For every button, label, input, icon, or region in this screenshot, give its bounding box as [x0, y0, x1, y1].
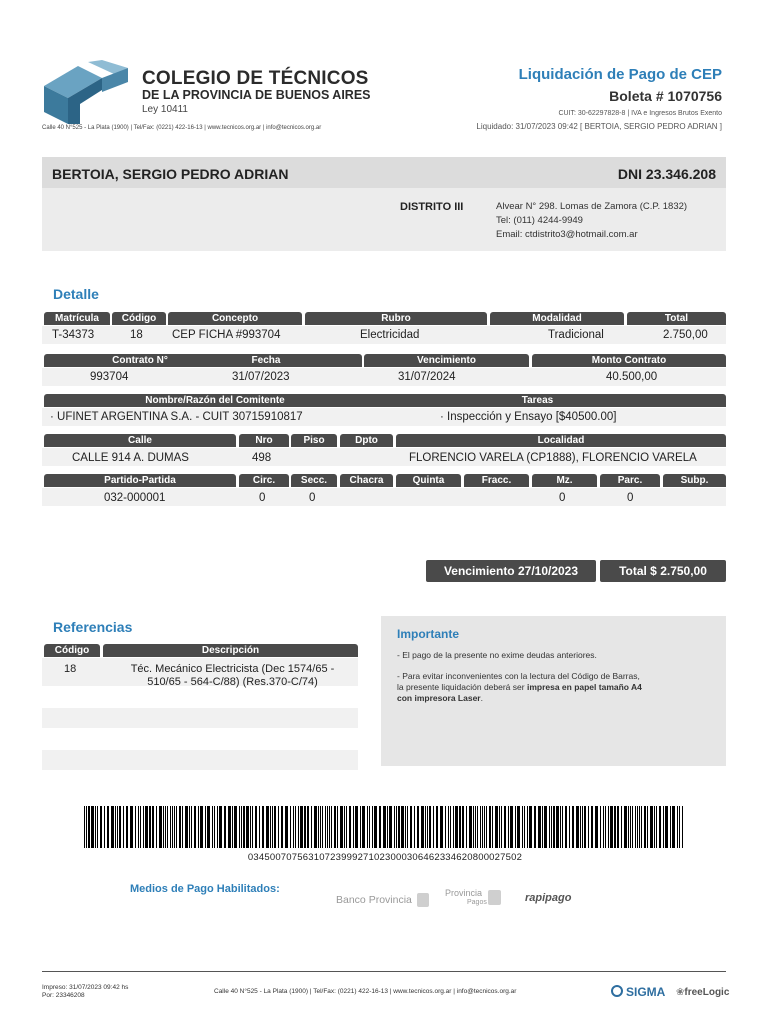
- sigma-brand: SIGMA: [626, 985, 666, 999]
- ref-row-empty: [42, 750, 358, 770]
- col-rubro: Rubro: [305, 312, 487, 325]
- cell-localidad: FLORENCIO VARELA (CP1888), FLORENCIO VARELA: [409, 452, 697, 464]
- logo-law: Ley 10411: [142, 104, 188, 115]
- col-calle: Calle: [44, 434, 236, 447]
- payment-title: Medios de Pago Habilitados:: [130, 883, 280, 895]
- ref-row-empty: [42, 708, 358, 728]
- cell-tareas: · Inspección y Ensayo [$40500.00]: [440, 411, 617, 423]
- liquidado-info: Liquidado: 31/07/2023 09:42 [ BERTOIA, SERGIO PEDRO ADRIAN ]: [476, 122, 722, 131]
- col-chacra: Chacra: [340, 474, 393, 487]
- cell-monto: 40.500,00: [606, 371, 658, 383]
- cell-modalidad: Tradicional: [548, 329, 604, 341]
- printed-date: Impreso: 31/07/2023 09:42 hs: [42, 984, 129, 991]
- col-codigo: Código: [112, 312, 166, 325]
- colegio-logo-icon: [44, 60, 128, 124]
- col-partido: Partido-Partida: [44, 474, 236, 487]
- provincia-pagos-icon: [488, 890, 501, 905]
- importante-line3: la presente liquidación deberá ser impresa en papel tamaño A4: [397, 682, 642, 692]
- cell-nro: 498: [252, 452, 272, 464]
- cell-mz: 0: [559, 492, 566, 504]
- col-piso: Piso: [291, 434, 337, 447]
- cell-codigo: 18: [130, 329, 143, 341]
- district-phone: Tel: (011) 4244-9949: [496, 215, 583, 226]
- person-dni: DNI 23.346.208: [617, 166, 716, 182]
- vencimiento-badge: Vencimiento 27/10/2023: [426, 560, 596, 582]
- col-mz: Mz.: [532, 474, 597, 487]
- barcode-image: [84, 806, 686, 848]
- cell-matricula: T-34373: [52, 329, 95, 341]
- referencias-title: Referencias: [53, 619, 133, 635]
- col-fecha: Fecha: [170, 354, 362, 367]
- col-tareas: Tareas: [349, 394, 726, 407]
- ref-code: 18: [64, 663, 77, 675]
- col-modalidad: Modalidad: [490, 312, 624, 325]
- col-matricula: Matrícula: [44, 312, 110, 325]
- leaf-icon: ❀: [676, 987, 685, 998]
- ref-desc-line1: Téc. Mecánico Electricista (Dec 1574/65 -: [130, 663, 335, 675]
- importante-line1: - El pago de la presente no exime deudas anteriores.: [397, 650, 597, 660]
- district-email: Email: ctdistrito3@hotmail.com.ar: [496, 229, 638, 240]
- col-secc: Secc.: [291, 474, 337, 487]
- col-comitente: Nombre/Razón del Comitente: [44, 394, 386, 407]
- col-dpto: Dpto: [340, 434, 393, 447]
- sigma-icon: [611, 985, 623, 997]
- col-subp: Subp.: [663, 474, 726, 487]
- barcode-number: 03450070756310723999271023000306462334620800027502: [247, 852, 523, 863]
- cell-concepto: CEP FICHA #993704: [172, 329, 281, 341]
- rapipago-logo: rapipago: [525, 892, 572, 904]
- col-total: Total: [627, 312, 726, 325]
- district-address: Alvear N° 298. Lomas de Zamora (C.P. 1832): [496, 201, 688, 212]
- col-nro: Nro: [239, 434, 289, 447]
- district-label: DISTRITO III: [400, 201, 464, 213]
- cell-total: 2.750,00: [663, 329, 708, 341]
- cell-calle: CALLE 914 A. DUMAS: [72, 452, 189, 464]
- col-circ: Circ.: [239, 474, 289, 487]
- cell-vencimiento: 31/07/2024: [398, 371, 456, 383]
- freelogic-brand: ❀freeLogic: [676, 987, 730, 998]
- person-name: BERTOIA, SERGIO PEDRO ADRIAN: [52, 166, 289, 182]
- importante-emphasis: impresa en papel tamaño A4: [526, 682, 642, 692]
- col-concepto: Concepto: [168, 312, 302, 325]
- ref-col-codigo: Código: [44, 644, 100, 657]
- importante-line4: con impresora Laser.: [397, 693, 483, 703]
- col-contrato: Contrato N°: [44, 354, 236, 367]
- cell-rubro: Electricidad: [360, 329, 420, 341]
- banco-provincia-logo: Banco Provincia: [336, 893, 429, 907]
- cell-contrato: 993704: [90, 371, 129, 383]
- logo-subtitle: DE LA PROVINCIA DE BUENOS AIRES: [142, 88, 371, 102]
- provincia-pagos-logo: Provincia Pagos: [445, 888, 487, 906]
- cell-partido: 032-000001: [104, 492, 166, 504]
- col-vencimiento: Vencimiento: [364, 354, 529, 367]
- col-fracc: Fracc.: [464, 474, 529, 487]
- cell-circ: 0: [259, 492, 266, 504]
- col-parc: Parc.: [600, 474, 660, 487]
- col-quinta: Quinta: [396, 474, 461, 487]
- importante-line2: - Para evitar inconvenientes con la lectura del Código de Barras,: [397, 671, 640, 681]
- printed-by: Por: 23346208: [42, 992, 85, 999]
- cell-comitente: · UFINET ARGENTINA S.A. - CUIT 30715910817: [50, 411, 303, 423]
- logo-title: COLEGIO DE TÉCNICOS: [142, 68, 369, 89]
- ref-col-descripcion: Descripción: [103, 644, 358, 657]
- detalle-title: Detalle: [53, 286, 99, 302]
- total-badge: Total $ 2.750,00: [600, 560, 726, 582]
- ref-desc-line2: 510/65 - 564-C/88) (Res.370-C/74): [147, 676, 318, 688]
- document-title: Liquidación de Pago de CEP: [518, 66, 722, 83]
- cell-secc: 0: [309, 492, 316, 504]
- footer-divider: [42, 971, 726, 972]
- cell-fecha: 31/07/2023: [232, 371, 290, 383]
- boleta-number: Boleta # 1070756: [609, 88, 722, 104]
- footer-address: Calle 40 N°525 - La Plata (1900) | Tel/Fax: (0221) 422-16-13 | www.tecnicos.org.ar | info@tecnicos.org.ar: [214, 988, 517, 995]
- col-monto: Monto Contrato: [532, 354, 726, 367]
- col-localidad: Localidad: [396, 434, 726, 447]
- cell-parc: 0: [627, 492, 634, 504]
- header-address: Calle 40 N°525 - La Plata (1900) | Tel/Fax: (0221) 422-16-13 | www.tecnicos.org.ar | info@tecnicos.org.ar: [42, 125, 322, 131]
- district-band: [42, 188, 726, 251]
- importante-title: Importante: [397, 627, 460, 641]
- cuit-info: CUIT: 30-62297828-8 | IVA e Ingresos Brutos Exento: [558, 110, 722, 117]
